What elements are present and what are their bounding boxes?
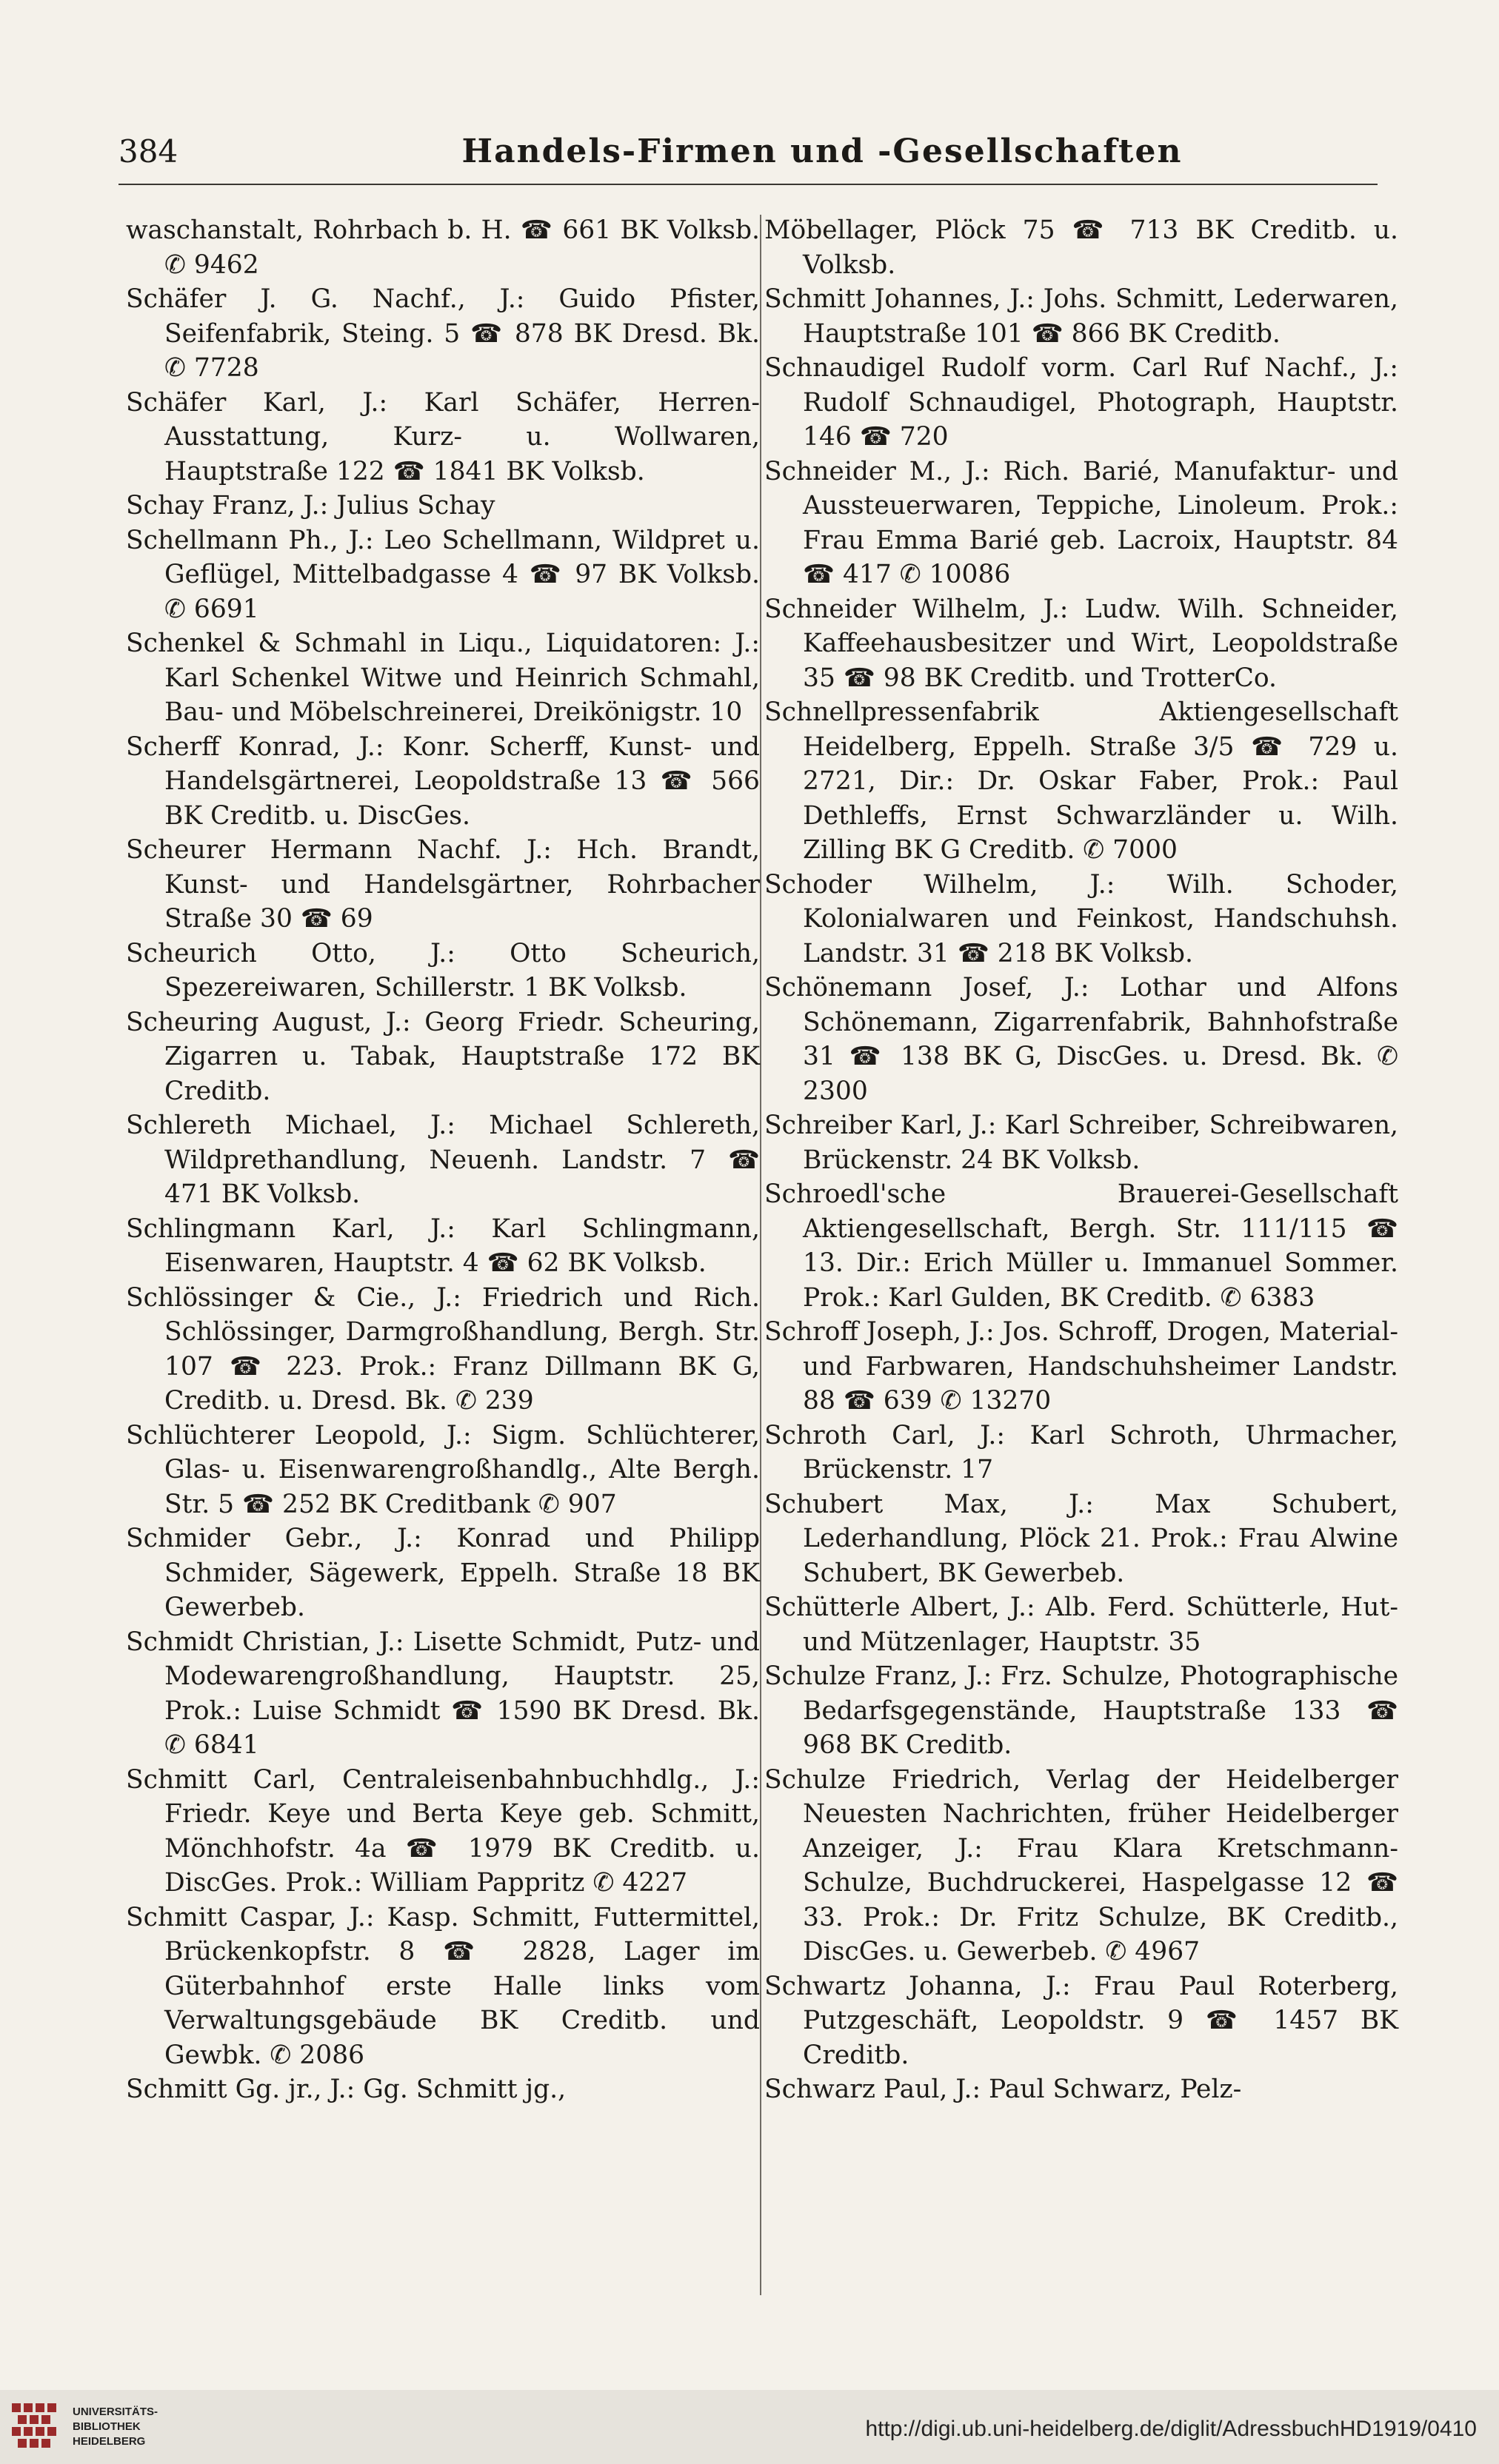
directory-entry: Schroedl'sche Brauerei-Gesellschaft Aktiengesellschaft, Bergh. Str. 111/115 ☎ 13. Dir.: Erich Müller u. Immanuel Sommer. Prok.: Karl Gulden, BK Creditb. ✆ 6383 xyxy=(764,1179,1398,1313)
library-seal-icon xyxy=(7,2397,67,2457)
directory-entry: Schnellpressenfabrik Aktiengesellschaft Heidelberg, Eppelh. Straße 3/5 ☎ 729 u. 2721, Dir.: Dr. Oskar Faber, Prok.: Paul Dethleffs, Ernst Schwarzländer u. Wilh. Zilling BK G Creditb. ✆ 7000 xyxy=(764,697,1398,865)
directory-entry: Schenkel & Schmahl in Liqu., Liquidatoren: J.: Karl Schenkel Witwe und Heinrich Schmahl, Bau- und Möbelschreinerei, Dreikönigstr. 10 xyxy=(126,629,760,727)
directory-entry: Schlössinger & Cie., J.: Friedrich und Rich. Schlössinger, Darmgroßhandlung, Bergh. Str. 107 ☎ 223. Prok.: Franz Dillmann BK G, Creditb. u. Dresd. Bk. ✆ 239 xyxy=(126,1282,760,1416)
page-number: 384 xyxy=(118,133,178,170)
directory-entry: Schlingmann Karl, J.: Karl Schlingmann, Eisenwaren, Hauptstr. 4 ☎ 62 BK Volksb. xyxy=(126,1213,760,1278)
directory-entry: Schroff Joseph, J.: Jos. Schroff, Drogen, Material- und Farbwaren, Handschuhsheimer Landstr. 88 ☎ 639 ✆ 13270 xyxy=(764,1317,1399,1416)
directory-entry: Schwarz Paul, J.: Paul Schwarz, Pelz- xyxy=(764,2075,1242,2104)
directory-entry: Schneider Wilhelm, J.: Ludw. Wilh. Schneider, Kaffeehausbesitzer und Wirt, Leopoldstraße 35 ☎ 98 BK Creditb. und TrotterCo. xyxy=(764,594,1398,693)
right-column xyxy=(764,213,1398,2107)
directory-entry: Scheurer Hermann Nachf. J.: Hch. Brandt, Kunst- und Handelsgärtner, Rohrbacher Straße 30 ☎ 69 xyxy=(126,835,760,934)
directory-entry: Schwartz Johanna, J.: Frau Paul Roterberg, Putzgeschäft, Leopoldstr. 9 ☎ 1457 BK Creditb. xyxy=(764,1971,1398,2070)
library-logo xyxy=(7,2397,200,2457)
directory-entry: Scheurich Otto, J.: Otto Scheurich, Spezereiwaren, Schillerstr. 1 BK Volksb. xyxy=(126,938,760,1002)
directory-entry: Schmitt Caspar, J.: Kasp. Schmitt, Futtermittel, Brückenkopfstr. 8 ☎ 2828, Lager im Güterbahnhof erste Halle links vom Verwaltungsgebäude BK Creditb. und Gewbk. ✆ 2086 xyxy=(126,1902,760,2070)
library-name-line: UNIVERSITÄTS- xyxy=(73,2406,158,2418)
directory-entry: Schlüchterer Leopold, J.: Sigm. Schlüchterer, Glas- u. Eisenwarengroßhandlg., Alte Bergh. Str. 5 ☎ 252 BK Creditbank ✆ 907 xyxy=(126,1420,760,1519)
library-name xyxy=(73,2405,206,2449)
left-column xyxy=(126,213,760,2107)
directory-entry: Schay Franz, J.: Julius Schay xyxy=(126,491,495,520)
directory-entry: Schmitt Carl, Centraleisenbahnbuchhdlg., J.: Friedr. Keye und Berta Keye geb. Schmitt, Mönchhofstr. 4a ☎ 1979 BK Creditb. u. DiscGes. Prok.: William Pappritz ✆ 4227 xyxy=(126,1764,760,1898)
directory-entry: Schoder Wilhelm, J.: Wilh. Schoder, Kolonialwaren und Feinkost, Handschuhsh. Landstr. 31 ☎ 218 BK Volksb. xyxy=(764,869,1398,968)
page-header xyxy=(118,126,1378,178)
directory-entry: Schubert Max, J.: Max Schubert, Lederhandlung, Plöck 21. Prok.: Frau Alwine Schubert, BK Gewerbeb. xyxy=(764,1489,1398,1588)
library-name-line: HEIDELBERG xyxy=(73,2435,146,2448)
source-link[interactable]: http://digi.ub.uni-heidelberg.de/diglit/AdressbuchHD1919/0410 xyxy=(865,2417,1477,2441)
directory-entry: Schlereth Michael, J.: Michael Schlereth, Wildprethandlung, Neuenh. Landstr. 7 ☎ 471 BK Volksb. xyxy=(126,1111,760,1209)
directory-entry: Schreiber Karl, J.: Karl Schreiber, Schreibwaren, Brückenstr. 24 BK Volksb. xyxy=(764,1111,1398,1175)
directory-entry: Schulze Franz, J.: Frz. Schulze, Photographische Bedarfsgegenstände, Hauptstraße 133 ☎ 968 BK Creditb. xyxy=(764,1661,1398,1760)
directory-entry: Schmider Gebr., J.: Konrad und Philipp Schmider, Sägewerk, Eppelh. Straße 18 BK Gewerbeb. xyxy=(126,1524,760,1622)
column-divider xyxy=(760,215,761,2295)
directory-entry: Schmitt Johannes, J.: Johs. Schmitt, Lederwaren, Hauptstraße 101 ☎ 866 BK Creditb. xyxy=(764,284,1398,349)
directory-entry: Möbellager, Plöck 75 ☎ 713 BK Creditb. u. Volksb. xyxy=(764,215,1398,280)
directory-entry: Scheuring August, J.: Georg Friedr. Scheuring, Zigarren u. Tabak, Hauptstraße 172 BK Creditb. xyxy=(126,1007,760,1106)
directory-entry: waschanstalt, Rohrbach b. H. ☎ 661 BK Volksb. ✆ 9462 xyxy=(126,215,760,280)
viewer-footer xyxy=(0,2390,1499,2464)
directory-entry: Schneider M., J.: Rich. Barié, Manufaktur- und Aussteuerwaren, Teppiche, Linoleum. Prok.: Frau Emma Barié geb. Lacroix, Hauptstr. 84 ☎ 417 ✆ 10086 xyxy=(764,456,1398,589)
directory-entry: Schroth Carl, J.: Karl Schroth, Uhrmacher, Brückenstr. 17 xyxy=(764,1420,1398,1484)
directory-entry: Schäfer Karl, J.: Karl Schäfer, Herren-Ausstattung, Kurz- u. Wollwaren, Hauptstraße 122 ☎ 1841 BK Volksb. xyxy=(126,387,760,486)
directory-entry: Schmidt Christian, J.: Lisette Schmidt, Putz- und Modewarengroßhandlung, Hauptstr. 25, Prok.: Luise Schmidt ☎ 1590 BK Dresd. Bk. ✆ 6841 xyxy=(126,1627,760,1760)
header-rule xyxy=(118,184,1378,185)
directory-entry: Schellmann Ph., J.: Leo Schellmann, Wildpret u. Geflügel, Mittelbadgasse 4 ☎ 97 BK Volksb. ✆ 6691 xyxy=(126,525,760,624)
directory-entry: Schmitt Gg. jr., J.: Gg. Schmitt jg., xyxy=(126,2075,567,2104)
directory-entry: Schütterle Albert, J.: Alb. Ferd. Schütterle, Hut- und Mützenlager, Hauptstr. 35 xyxy=(764,1593,1398,1657)
directory-entry: Schnaudigel Rudolf vorm. Carl Ruf Nachf., J.: Rudolf Schnaudigel, Photograph, Hauptstr. 146 ☎ 720 xyxy=(764,353,1398,452)
directory-entry: Schönemann Josef, J.: Lothar und Alfons Schönemann, Zigarrenfabrik, Bahnhofstraße 31 ☎ 138 BK G, DiscGes. u. Dresd. Bk. ✆ 2300 xyxy=(764,973,1398,1106)
library-name-line: BIBLIOTHEK xyxy=(73,2420,141,2433)
directory-entry: Scherff Konrad, J.: Konr. Scherff, Kunst- und Handelsgärtnerei, Leopoldstraße 13 ☎ 566 BK Creditb. u. DiscGes. xyxy=(126,732,760,831)
directory-entry: Schulze Friedrich, Verlag der Heidelberger Neuesten Nachrichten, früher Heidelberger Anzeiger, J.: Frau Klara Kretschmann-Schulze, Buchdruckerei, Haspelgasse 12 ☎ 33. Prok.: Dr. Fritz Schulze, BK Creditb., DiscGes. u. Gewerbeb. ✆ 4967 xyxy=(764,1764,1398,1966)
directory-entry: Schäfer J. G. Nachf., J.: Guido Pfister, Seifenfabrik, Steing. 5 ☎ 878 BK Dresd. Bk. ✆ 7728 xyxy=(126,284,760,383)
running-head: Handels-Firmen und -Gesellschaften xyxy=(461,133,1183,170)
